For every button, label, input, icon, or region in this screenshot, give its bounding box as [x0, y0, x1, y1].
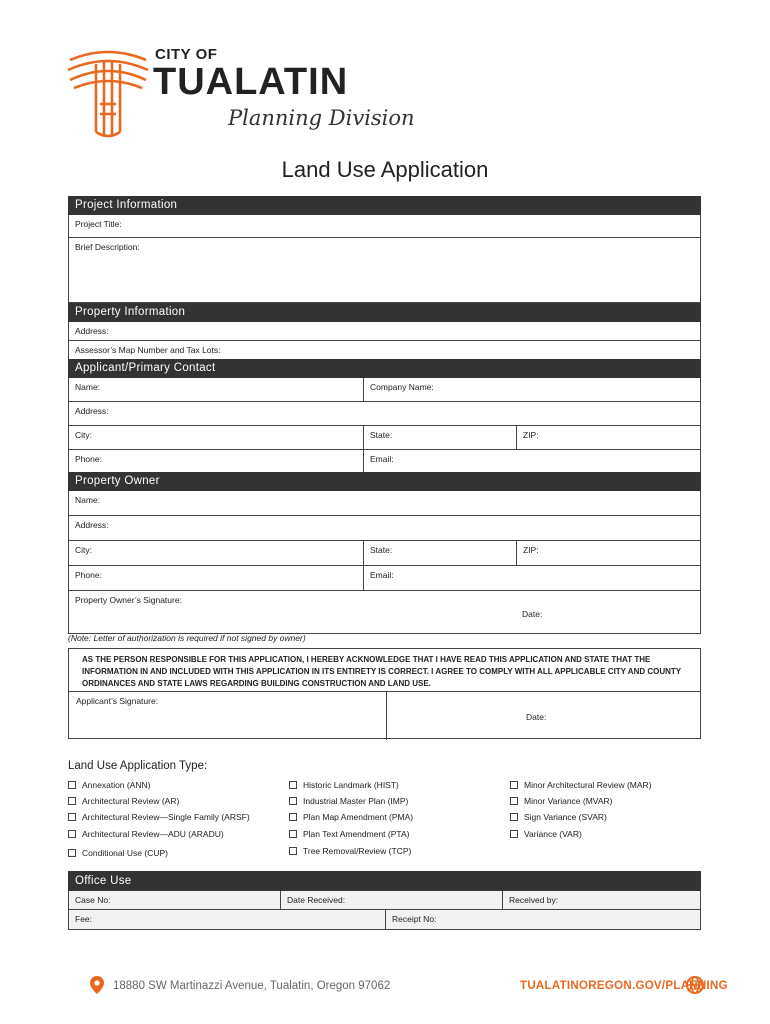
owner-signature-row: [68, 591, 701, 634]
applicant-zip-field[interactable]: [516, 426, 700, 449]
checkbox-icon: [289, 797, 297, 805]
applicant-state-field[interactable]: [363, 426, 516, 449]
applicant-address-row: [68, 402, 701, 426]
checkbox-conditional-use[interactable]: [68, 848, 168, 858]
office-use-section: [68, 871, 701, 930]
checkbox-icon: [68, 781, 76, 789]
project-title-field[interactable]: [69, 215, 700, 237]
applicant-city-row: [68, 426, 701, 450]
property-owner-section: [68, 472, 701, 634]
owner-address-row: [68, 516, 701, 541]
checkbox-label: Minor Variance (MVAR): [524, 796, 613, 806]
checkbox-plan-map-amendment[interactable]: [289, 812, 413, 822]
checkbox-label: Plan Text Amendment (PTA): [303, 829, 410, 839]
applicant-signature-label: Applicant’s Signature:: [76, 696, 159, 706]
receipt-no-label: Receipt No:: [392, 914, 437, 924]
property-address-row: [68, 322, 701, 341]
owner-signature-label: Property Owner’s Signature:: [75, 595, 182, 605]
checkbox-label: Architectural Review—ADU (ARADU): [82, 829, 224, 839]
applicant-name-label: Name:: [75, 382, 101, 392]
checkbox-icon: [510, 813, 518, 821]
application-type-heading: Land Use Application Type:: [68, 760, 208, 772]
checkbox-label: Architectural Review (AR): [82, 796, 180, 806]
applicant-state-label: State:: [370, 430, 393, 440]
map-tax-field[interactable]: [69, 341, 700, 359]
page-title: Land Use Application: [281, 157, 489, 182]
fee-field[interactable]: [69, 910, 385, 929]
acknowledgement-text: AS THE PERSON RESPONSIBLE FOR THIS APPLICATION, I HEREBY ACKNOWLEDGE THAT I HAVE READ THIS APPLICATION AND STATE THAT THE INFORMATION IN AND INCLUDED WITH THIS APPLICATION IN ITS ENTIRETY IS CORRECT. I AGREE TO COMPLY WITH ALL APPLICABLE CITY AND COUNTY ORDINANCES AND STATE LAWS REGARDING BUILDING CONSTRUCTION AND LAND USE.: [82, 655, 681, 688]
owner-phone-label: Phone:: [75, 570, 102, 580]
owner-email-field[interactable]: [363, 566, 700, 590]
applicant-city-label: City:: [75, 430, 92, 440]
fee-label: Fee:: [75, 914, 93, 924]
case-no-label: Case No:: [75, 895, 111, 905]
owner-phone-row: [68, 566, 701, 591]
brief-description-field[interactable]: [69, 238, 700, 302]
checkbox-icon: [510, 797, 518, 805]
checkbox-label: Annexation (ANN): [82, 780, 151, 790]
project-information-section: [68, 196, 701, 303]
checkbox-label: Conditional Use (CUP): [82, 848, 168, 858]
checkbox-icon: [68, 813, 76, 821]
owner-name-field[interactable]: [69, 491, 700, 515]
checkbox-historic-landmark[interactable]: [289, 780, 399, 790]
property-address-field[interactable]: [69, 322, 700, 340]
checkbox-tree-removal[interactable]: [289, 846, 411, 856]
applicant-date-label: Date:: [526, 712, 547, 722]
applicant-zip-label: ZIP:: [523, 430, 539, 440]
logo-division: Planning Division: [228, 106, 415, 130]
applicant-phone-field[interactable]: [69, 450, 363, 473]
received-by-label: Received by:: [509, 895, 559, 905]
owner-city-field[interactable]: [69, 541, 363, 565]
property-owner-heading: Property Owner: [68, 472, 701, 491]
checkbox-annexation[interactable]: [68, 780, 151, 790]
owner-name-label: Name:: [75, 495, 101, 505]
property-address-label: Address:: [75, 326, 109, 336]
checkbox-architectural-review-adu[interactable]: [68, 829, 224, 839]
owner-state-label: State:: [370, 545, 393, 555]
checkbox-icon: [510, 781, 518, 789]
checkbox-minor-variance[interactable]: [510, 796, 612, 806]
checkbox-icon: [68, 830, 76, 838]
date-received-field[interactable]: [280, 891, 502, 909]
applicant-company-field[interactable]: [363, 378, 700, 401]
applicant-email-field[interactable]: [363, 450, 700, 473]
acknowledgement-box: [68, 648, 701, 739]
office-use-heading: Office Use: [68, 871, 701, 891]
location-pin-icon: [90, 976, 104, 994]
applicant-phone-row: [68, 450, 701, 474]
checkbox-label: Minor Architectural Review (MAR): [524, 780, 652, 790]
checkbox-industrial-master-plan[interactable]: [289, 796, 408, 806]
applicant-phone-label: Phone:: [75, 454, 102, 464]
checkbox-architectural-review[interactable]: [68, 796, 179, 806]
owner-email-label: Email:: [370, 570, 394, 580]
case-no-field[interactable]: [69, 891, 280, 909]
applicant-signature-row: [69, 691, 700, 740]
logo-city-name: TUALATIN: [153, 61, 349, 103]
checkbox-icon: [289, 781, 297, 789]
property-information-section: [68, 303, 701, 360]
applicant-signature-field[interactable]: [69, 692, 386, 740]
owner-zip-label: ZIP:: [523, 545, 539, 555]
owner-name-row: [68, 491, 701, 516]
owner-address-label: Address:: [75, 520, 109, 530]
owner-city-label: City:: [75, 545, 92, 555]
project-title-label: Project Title:: [75, 219, 122, 229]
property-information-heading: Property Information: [68, 303, 701, 322]
checkbox-label: Historic Landmark (HIST): [303, 780, 399, 790]
receipt-no-field[interactable]: [385, 910, 700, 929]
checkbox-icon: [289, 813, 297, 821]
checkbox-sign-variance[interactable]: [510, 812, 607, 822]
checkbox-label: Plan Map Amendment (PMA): [303, 812, 414, 822]
checkbox-icon: [289, 830, 297, 838]
office-use-row-2: [68, 910, 701, 930]
checkbox-icon: [289, 847, 297, 855]
brief-description-row: [68, 238, 701, 303]
owner-city-row: [68, 541, 701, 566]
checkbox-label: Variance (VAR): [524, 829, 582, 839]
checkbox-icon: [68, 849, 76, 857]
authorization-note: (Note: Letter of authorization is required if not signed by owner): [68, 633, 306, 643]
office-use-row-1: [68, 891, 701, 910]
checkbox-minor-architectural-review[interactable]: [510, 780, 652, 790]
map-tax-label: Assessor’s Map Number and Tax Lots:: [75, 345, 221, 355]
applicant-email-label: Email:: [370, 454, 394, 464]
map-tax-row: [68, 341, 701, 360]
checkbox-variance[interactable]: [510, 829, 582, 839]
logo-city-of: CITY OF: [155, 46, 218, 63]
owner-zip-field[interactable]: [516, 541, 700, 565]
checkbox-label: Industrial Master Plan (IMP): [303, 796, 409, 806]
brief-description-label: Brief Description:: [75, 242, 140, 252]
footer-website-link[interactable]: TUALATINOREGON.GOV/PLANNING: [520, 980, 728, 992]
owner-state-field[interactable]: [363, 541, 516, 565]
project-title-row: [68, 215, 701, 238]
checkbox-icon: [68, 797, 76, 805]
owner-signature-field[interactable]: [69, 591, 700, 633]
owner-phone-field[interactable]: [69, 566, 363, 590]
checkbox-architectural-review-sf[interactable]: [68, 812, 250, 822]
applicant-contact-heading: Applicant/Primary Contact: [68, 359, 701, 378]
project-information-heading: Project Information: [68, 196, 701, 215]
applicant-name-row: [68, 378, 701, 402]
applicant-name-field[interactable]: [69, 378, 363, 401]
checkbox-label: Sign Variance (SVAR): [524, 812, 607, 822]
applicant-city-field[interactable]: [69, 426, 363, 449]
tualatin-logo-icon: [66, 44, 150, 140]
owner-date-label: Date:: [522, 609, 543, 619]
applicant-address-label: Address:: [75, 406, 109, 416]
received-by-field[interactable]: [502, 891, 700, 909]
applicant-contact-section: [68, 359, 701, 474]
applicant-address-field[interactable]: [69, 402, 700, 425]
applicant-company-label: Company Name:: [370, 382, 434, 392]
footer-address: 18880 SW Martinazzi Avenue, Tualatin, Oregon 97062: [113, 980, 391, 992]
checkbox-label: Tree Removal/Review (TCP): [303, 846, 412, 856]
globe-icon: [686, 976, 704, 994]
checkbox-plan-text-amendment[interactable]: [289, 829, 409, 839]
date-received-label: Date Received:: [287, 895, 346, 905]
applicant-signature-date-field[interactable]: [386, 692, 700, 740]
checkbox-icon: [510, 830, 518, 838]
checkbox-label: Architectural Review—Single Family (ARSF): [82, 812, 250, 822]
owner-address-field[interactable]: [69, 516, 700, 540]
